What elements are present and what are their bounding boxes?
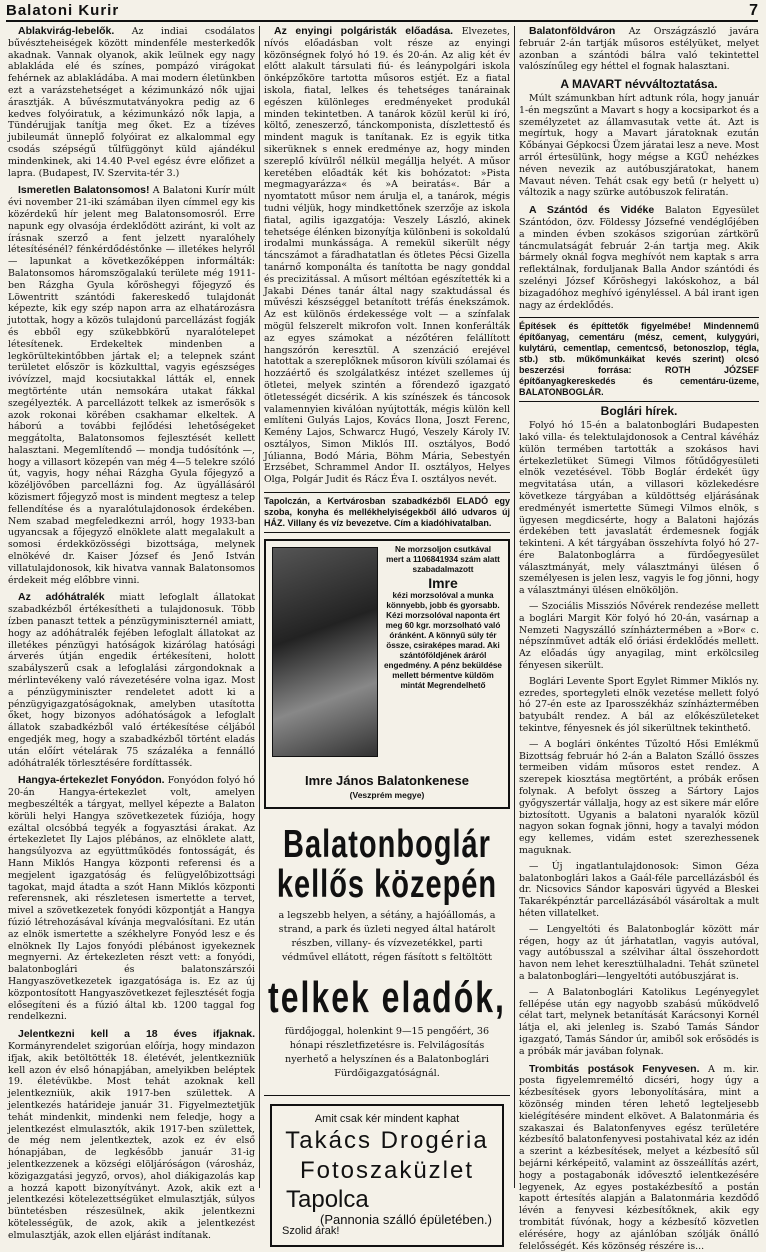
article-body: A Balatoni Kurír múlt évi november 21-iki számában ilyen címmel egy kis közérdekű hír jelent meg Balatonsomosról. Erre napunk egy olvasója érdeklődött aziránt, ki volt az írásnak szerző a fent jelzett nyaralóhely létesítésénél? fénkérdődéstőnke — illetékes helyről — lapunkat a következőképpen informálták: Balatonsomos háromszögalakú területe még 1911-ben Rázgha Gyula kőröshegyi főjegyző és Löwentritt szántódi fakereskedő tulajdonát képezte, kik egy szép napon arra az elhatározásra jutottak, hogy a közös tulajdonú parcellázást fogják és ebből egy szükebbkörű nyaralótelepet létesítenek. Erdekeltek mindenben a legkörültekintőbben jártak el; a telepnek szánt területet először is közkulttal, vagyis egészséges ivóvízzel, majd kocsiutakkal látták el, ennek megtörténte után nemsokára utakat fákkal szegélyezték. A parcellázott telkek az ismerősök s azok rokonai körében csakhamar elkeltek. A háború a további fejlődési lehetőségeket meggátolta, Balatonsomos fejlesztését kellett halasztani. Megemlítendő — mondja tudósítónk —, hogy a villasort közepén van még 4—5 telekre szóló út, vagyis, hogy néhai Rázgha Gyula főjegyző a közéljövőben parcellázni fog. Az ügyállásáról közismert főjegyző most is mindent megtesz a telep fellendítése és a nyaralótulajdonosok érdekében. Nem szabad megfeledkezni arról, hogy 1933-ban ugyancsak a főjegyző elnöklete alatt megalakult a somosi érdekközösségi bizottsága, melynek elnökévé dr. Kaiser József és Jenő István villatulajdonosok, kik hivatva vannak Balatonsomos érdekeit még előbbre vinni. [8,185,256,586]
article-balatonfoldvar [519,26,759,73]
article-title: Trombitás postások Fenyvesen. [529,1062,700,1075]
article-title: Jelentkezni kell a 18 éves ifjaknak. [18,1028,255,1041]
column-rule-1 [259,26,260,1188]
ad-prices: Szolid árak! [282,1224,340,1237]
article-body: Múlt számunkban hírt adtunk róla, hogy január 1-én megszűnt a Mavart s hogy a kocsiparkot és a személyzetet az államvasutak vette át. Azt is megírtuk, hogy a Mavart járatoknak ezután Kőbányai Gépkocsi Üzem járatai lesz a neve. Most arról értesülünk, hogy mégse a KGÜ nehézkes néven nevezik az autóbuszjáratokat, hanem Mavaut néven. Tehát csak egy betű (r helyett u) változik a nagy szürke autóbuszok feliratán. [519,92,759,199]
ad-headline: Balatonboglár [283,823,491,867]
article-title: Ablakvirág-lebelők. [18,25,115,37]
article-trombitas [519,1064,759,1252]
article-body: — A boglári önkéntes Tűzoltó Hősi Emlékmű Bizottság február hó 2-án a Balaton Szálló összes termeiben vidám műsoros estet rendez. A szerepek kiosztása megtörtént, a próbák erősen folynak. A befolyt összeg a Sártory Lajos győgyszertár vállalja, hogy az est sikere már előre biztosított. Ugyanis a balatoni nyaralók közül nagyon sokan fognak jönni, hogy a tavalyi módon egy kellemes, vidám estet szerezhessenek maguknak. [519,738,759,857]
ad-telkek [264,815,510,1096]
article-title: Ismeretlen Balatonsomos! [18,184,150,197]
ad-line: Ne morzsoljon csutkával [394,545,491,555]
article-szantod [519,205,759,311]
ad-location: (Veszprém megye) [349,790,425,801]
ad-line: kézi morzsolóval a munka könnyebb, jobb és gyorsabb. Kézi morzsolóval naponta ért meg 60 kgr. morzsolható való óránként. A könnyű súly tér össze, csiraképes marad. Aki szántóföldjének áráról engedmény. A pénz beküldése mellett bérmentve küldöm mintát Megrendelhető [384,591,502,691]
article-body: — Szociális Missziós Nővérek rendezése mellett a boglári Margit Kör folyó hó 20-án, vasárnap a Nemzeti Nagyszálló színháztermében a »Bor« c. népszínművet adták elő óriási érdeklődés mellett. Az előadás úgy anyagilag, mint erkölcsileg fényesen sikerült. [519,601,759,672]
article-title: A Szántód és Vidéke [529,204,655,217]
ad-imre-morzsolo [264,539,510,809]
article-body: Kormányrendelet szigorúan előírja, hogy mindazon ifjak, akik betöltötték 18. életévét, jelentkezniük kell azon év első hónapjában, amelyikben beléptek 19. életévükbe. Most tehát azoknak kell jelentkezniük, akik 1917-ben születtek. A jelentkezés határideje január 31. Figyelmeztetjük tehát mindenkit, mindenki nem feledje, hogy a jelentkezést elmulasztók, akik 1917-ben születtek, de még nem jelentkeztek, azok ez év első hónapjában, de legkésőbb január 31-ig jelentkezzenek a községi elöljáróságon (városház, közigazgatási jegyző, orvos), ahol diákigazolás kap a hozzá kapott bizonyítványt. Azok, akik ezt a jelentkezési kötelezettségüket elmulasztják, súlyos büntetésben részesülnek, akik jelentkezni kötelességük, de azok, akik a jelentkezést elmulasztják, azok ellen eljárást indítanak. [8,1040,255,1241]
ad-town: Tapolca [286,1185,369,1213]
ad-advertiser: Imre János Balatonkenese [304,773,470,789]
article-body: Fonyódon folyó hó 20-án Hangya-értekezlet volt, amelyen megbeszélték a tárgyat, mellyel képezte a Balaton körüli helyi Hangya szövetkezetek fúziója, hogy ezáltal olcsóbbá tegyék a fogyasztási árakat. Az értekezletet Ily Lajos plébános, az elnöklete alatt, hangsúlyozva az együttműködés fontosságát, és Hann Miklós Hangya központi referensi és a megjelent igazgatóság és felügyelőbizottsági tagokat, majd átadta a szót Hann Miklós központi referensnek, aki részletesen ismertette a tervet, mivel a szövetkezetek fonyódi központját a Hangya fúzió létrehozásával kívánja megvalósítani. Ez után az elnök ismertette a székhelyre Fonyód lesz e és elnöknek Ily Lajos fonyódi plébánost igyekeznek megnyerni. Az értekezleten részt vett: a fonyódi, balatonboglári és balatonszárszói Hangyaszövetkezetek igazgatósága is. Ez az új központosított Hangyaszövetkezet fejlesztését fogja elősegíteni és a fúzió által kb. 1200 taggal fog rendelkezni. [8,775,255,1023]
page-number: 7 [749,2,758,19]
ad-line: mert a 1106841934 szám alatt szabadalmazott [386,555,500,575]
corn-sheller-photo [272,547,378,757]
article-jelentkezni [8,1029,255,1241]
ad-address: (Pannonia szálló épületében.) [319,1211,492,1227]
article-body: Folyó hó 15-én a balatonboglári Budapesten lakó villa- és telektulajdonosok a Central kávéház külön termében tartották a szokásos havi értekezletüket Sümegi Vilmos főtűdőgyesületi elnök vezetésével. Több Boglár érdekét ügy megvitatása után, a villasori közlekedésre következe tárgyában a küldöttség eljárásának eredményét ismertette Sümegi Vilmos elnök, s ügyesen megdicsérte, hogy a Balatoni hajózás érdekében tett javaslatát érdemesnek fogják tekinteni. A két tárgyában összehívta folyó hó 27-ére Balatonboglárra a fürdőegyesület választmányát, mely választmányi ülésen ő személyesen is jelen lesz, vagyis le fog jönni, hogy a választmányi ülésen elnököljön. [519,420,759,597]
ad-body: a legszebb helyen, a sétány, a hajóállomás, a strand, a park és üzleti negyed által határolt részben, villany- és vízvezetékkel, parti védművel ellátott, régen fásított s feltöltött [278,910,496,964]
article-mavart [519,79,759,199]
article-body: — A Balatonboglári Katolikus Legényegylet fellépése után egy nagyobb szabású működvelő célat tart, melynek betanítását Karácsonyi Kornél látja el, aki jelenleg is. Szabó Tamás Sándor igazgató, Tamás Sándor úr, amiből sok erősödés is a próbák már javában folynak. [519,986,759,1057]
ad-headline: kellős közepén [276,863,498,907]
classified-ad-haz: Tapolczán, a Kertvárosban szabadkézből ELADÓ egy szoba, konyha és mellékhelyiségekből álló udvaros új HÁZ. Villany és víz bevezetve. Cím a kiadóhivatalban. [264,492,510,533]
column-rule-2 [514,26,515,1188]
ad-headline: telkek eladók, [268,972,506,1022]
article-body: Boglári Levente Sport Egylet Rimmer Miklós ny. ezredes, sportegyleti elnök vezetése mellett folyó hó 27-én este az Iparosszékház színháztermében batyubált rendez. A bál az előkészületeket tekintve, fényesnek és jól sikerültnek tekinthető. [519,675,759,735]
ad-shop-type: Fotoszaküzlet [299,1156,475,1184]
ad-text [384,545,502,691]
article-body: — Lengyeltóti és Balatonboglár között már régen, hogy az út járhatatlan, vagyis autóval, vagy autóbusszal a szélvihar által összehordott havon nem lehet keresztülhaladni. Tehát szünetel a balatonboglári—lengyeltóti autóbuszjárat is. [519,923,759,982]
column-2 [264,25,510,1237]
article-enyingi [264,26,510,486]
article-ablakvirag [8,26,255,179]
article-title: Balatonföldváron [529,25,616,37]
article-body: miatt lefoglalt állatokat szabadkézből értékesítheti a tulajdonosuk. Több ízben panaszt tettek a pénzügyminiszternél amiatt, hogy az adóhátralék fejében lefoglalt állatokat az illetékes pénzügyi hatóságok kizárólag hatósági árverés útján engedik értékesíteni, holott szabályszerű csak a lefoglalási zárgondoknak a mérlintevékeny való rávezetésére volna igaz. Most a pénzügyminiszter rendeletet adott ki a pénzügyigazgatóságoknak, amelyben utasította őket, hogy bizonyos adóhatóságok a lefoglalt állatok szabadkézből való értékesítése céljából engedjék meg, hogy a szabadkézből történt eladás után előírt vételárak 75 százaléka a fennálló adóhátralék törlesztésére fordíttassék. [8,592,255,769]
article-title: Hangya-értekezlet Fonyódon. [18,774,165,787]
newspaper-title: Balatoni Kurir [6,2,120,19]
article-body: Elvezetes, nívós előadásban volt része az enyingi közönségnek folyó hó 19. és 20-án. Az alig két év előtt alakult társulati fiú- és leánypolgári iskola önképzőköre tartotta műsoros estjét. Ez a fiatal iskola, fiatal, lelkes és tehetséges tanárainak egészen különleges eredményeket produkál minden tekintetben. A tanárok közül kerül ki író, költő, zeneszerző, tánckomponista, díszlettestő és mindent maguk is tanítanak. Ez is egyik titka sikerüknek s ennek eredménye az, hogy minden szereplő kívülről nélkül megállja helyét. A műsor keretében előadták két kis bohózatot: »Pista megmagyarázza« és »A beiratás«. Bár a nyomtatott műsor nem árulja el, a tanárok, mégis tudni véljük, hogy mindkettőnek szerzője az iskola fiatal, agilis igazgatója: Veszely László, akinek tehetsége élénken bizonyítja különbeni is sokoldalú irodalmi munkássága. A remekül sikerült négy táncszámot a fáradhatatlan és ötletes Pécsi Gizella tanárnő komponálta és tanította be nagy gonddal és precizitással. A műsort méltóan egészítették ki a Jakabi Dénes tanár által nagy szaktudással és művészi készséggel betanított tréfás énekszámok. Az est különös érdekessége volt — a színfalak mögül felszerelt mikrofon volt. Innen konferálták az egyes számokat a nézőtéren felállított hangszórón keresztül. A szenzáció erejével hatottak a szereplőknek műsoron kívüli szólamai és hozzáértő és szolgálatkész intézet szellemes új ötletei, melyek szintén a főrendező igazgató ötletességét dicsérik. A kis színészek és táncosok valamennyien kiválóan nyújtották, mégis külön kell említeni Gulyás Lajos, Kovács Ilona, Joszt Ferenc, Kemény Lajos, Schwarcz Hugó, Veszely Károly IV. osztályos, Simon Miklós III. osztályos, Bodó Júlianna, Bodó Mária, Böhm Mária, Sebestyén Erzsébet, Schrammel Andor II. osztályos, Helyes Olga, Polgár Judit és Rácz Éva I. osztályos nevét. [264,26,510,486]
article-title: Az adóhátralék [18,591,105,604]
article-body: Balaton Egyesület Szántódon, özv. Földessy Józsefné vendéglőjében a minden évben szokásos szigorúan zártkörű táncmulatságát február 2-án tartja meg. Akik bármely oknál fogva meghívót nem kaptak s arra reflektálnak, forduljanak Balla Andor szántódi és szelényi József Kőröshegyi lakóskohoz, a bál bizagadóhoz meghívó igényléssel. A bál irant igen nagy az érdeklődés. [519,205,759,311]
article-body: Az Országzászló javára február 2-án tartják műsoros estélyüket, melyet azonban a szántódi bálra való tekintettel valószínűleg egy héttel el fognak halasztani. [519,26,759,73]
newspaper-header [6,2,758,22]
article-balatonsomos [8,185,255,586]
ad-takacs-drogeria [270,1104,504,1247]
article-body: — Új ingatlantulajdonosok: Simon Géza balatonboglári lakos a Gaál-féle parcellázásból és dr. Nicsovics Sándor kaposvári ügyvéd a Bleskei Takarékpénztár parcellázásából vásároltak a mult héten villatelket. [519,860,759,919]
column-3 [519,25,759,1252]
column-1 [8,25,256,1241]
ad-shop-name: Takács Drogéria [285,1126,489,1154]
article-hangya [8,775,255,1023]
article-title: Boglári hírek. [600,404,678,419]
ad-intro: Amit csak kér mindent kaphat [314,1113,460,1126]
article-body: Az indiai csodálatos bűvészteheiségek között mindenféle mesterkedők akadnak. Vannak olyanok, akik leülnek egy nagy ablakláda elé és színes, pompázó virágokat fehérnek az ablakládába. A mai modern életünkben ezt a varázstehetséget a kézimunkázó nők ujjai árasztják. A bűvészmutatványokra pedig az 6 kedves folyóiratuk, a kézimunkázó nők lapja, a Tündérujjak tanítja meg őket. Ez a tízéves jubileumát ünneplő folyóirat ez alkalommal egy csodás szépségű tűlfüggönyt küld ajándékul mindenkinek, aki 14.40 P-vel egész évre előfizet a lapra. (Budapest, IV. Szervita-tér 3.) [8,26,255,179]
ad-roth-jozsef: Építések és építtetők figyelmébe! Mindennemű építőanyag, cementáru (mész, cement, kulygyúri, kulytárú, cementlap, cementcső, betonoszlop, tégla, stb.) stb. műkőmunkáikat kevés szerint) olcsó beszerzési forrása: ROTH JÓZSEF építőanyagkereskedés és cementáru-üzeme, BALATONBOGLÁR. [519,317,759,402]
article-title: A MAVART névváltoztatása. [560,77,718,92]
article-title: Az enyingi polgáristák előadása. [274,25,454,37]
ad-brand: Imre [428,575,458,592]
article-adohatralek [8,592,255,769]
article-boglari-hirek [519,406,759,1057]
ad-body: fürdőjoggal, holenkint 9—15 pengőért, 36 hónapi részletfizetésre is. Felvilágosítás nyerhető a helyszínen és a Balatonboglári Fürdőigazgatóságnál. [284,1026,490,1080]
article-body: A m. kir. posta figyelemreméltó dicséri, hogy úgy a kézbesítések gyors lebonyolítására, mint a közönség minden téren lehető legteljesebb kielégítésére mindent elkövet. A Balatonmária és szakaszai és Balatonfenyves egész területére kézbesítő balatonfenyvesi postahivatal kéz az idén a szerint a kézbesítések, melyet a kézbesítő sűl bejárni kérképeitő, valamint az összeállítás azért, hogy a postagabonák idővesztő ielentkezésére legyenek, Az egyes postakézbesítő a postán kapott értesítés alapján a Balatonmária kezdődő lévén a fenyvesi kézbesítőknek, akik egy trombitát fúvónak, hogy a kézbesítő közvetlen elérésére, hogy az ajánlóban szólják önálló felelősségét. Kés közönség részére is... [519,1063,759,1252]
